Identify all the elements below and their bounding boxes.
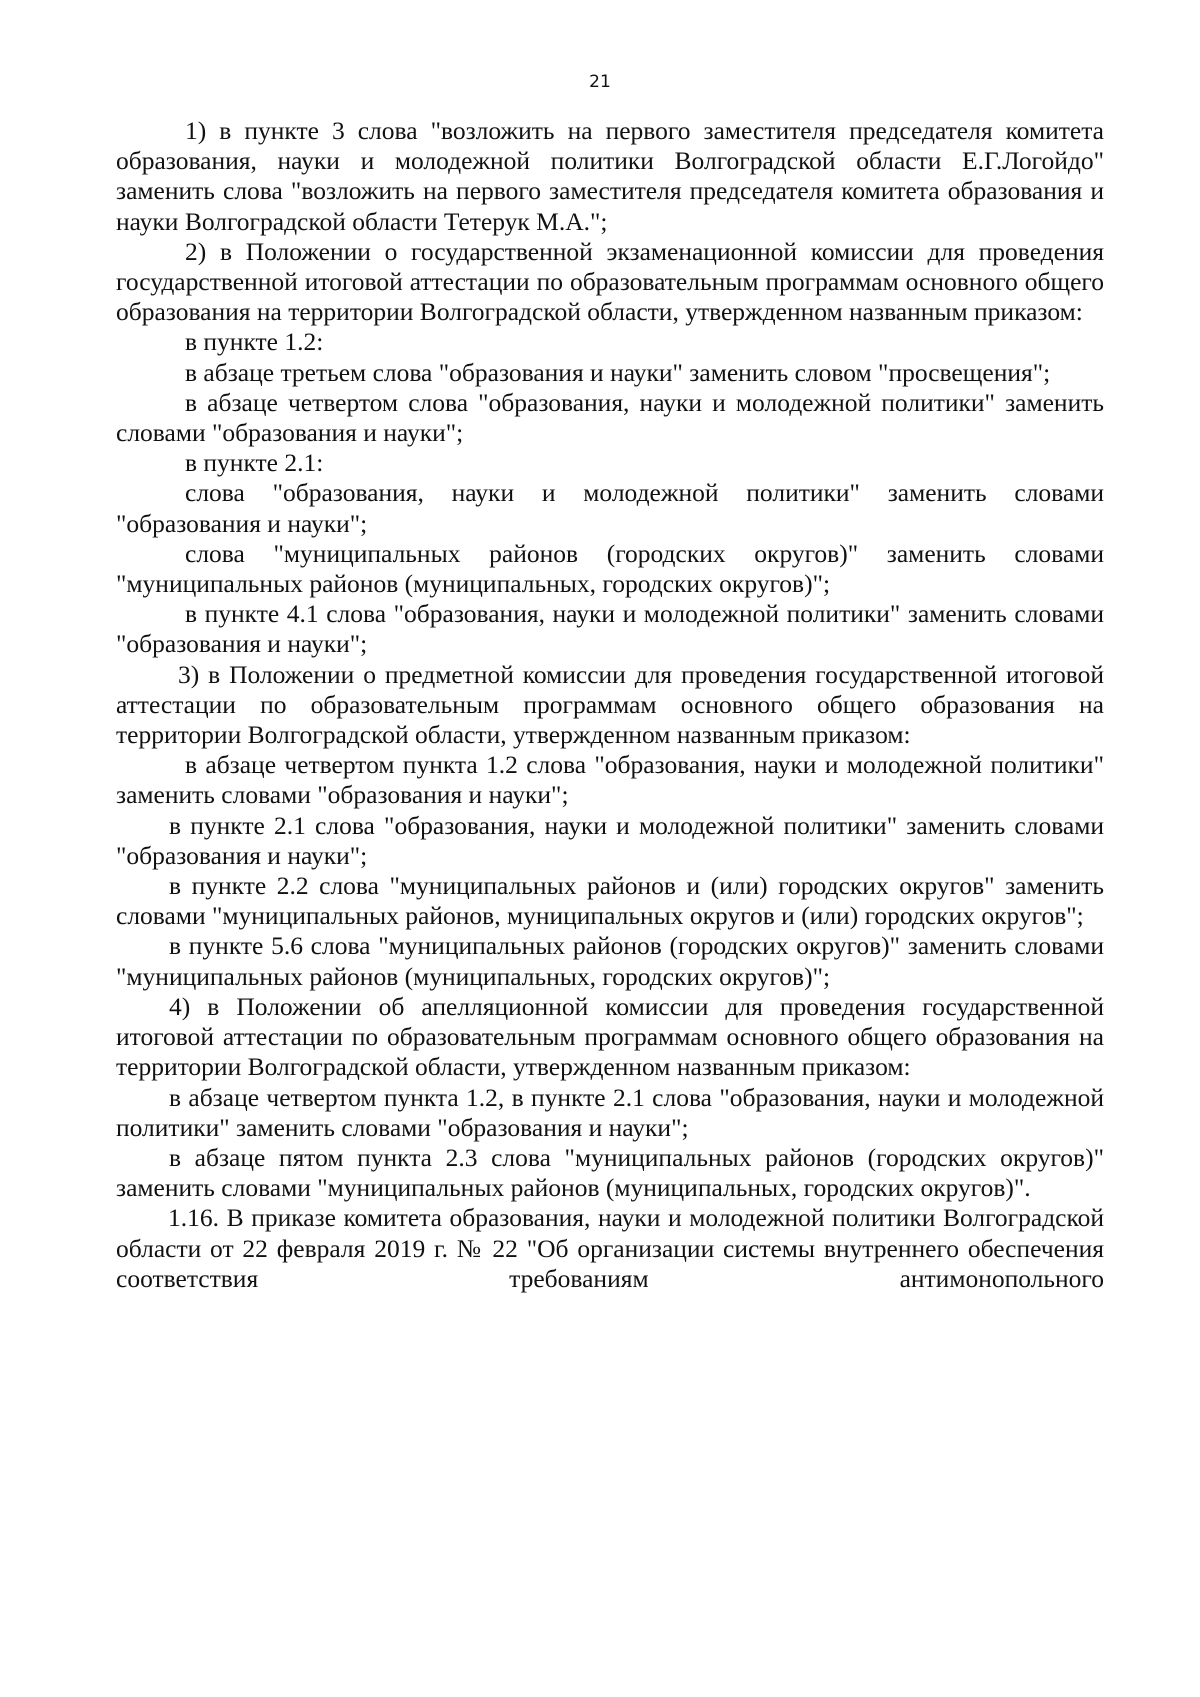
page-number: 21: [589, 72, 611, 92]
paragraph-point-2-1-words-districts: слова "муниципальных районов (городских округов)" заменить словами "муниципальных районов (муниципальных, городских округов)";: [116, 538, 1104, 599]
paragraph-point-1-2-third-abzac: в абзаце третьем слова "образования и науки" заменить словом "просвещения";: [185, 357, 1051, 387]
paragraph-item-1-16: 1.16. В приказе комитета образования, науки и молодежной политики Волгоградской области от 22 февраля 2019 г. № 22 "Об организации системы внутреннего обеспечения соответствия требованиям антимонопольного: [116, 1203, 1104, 1293]
paragraph-item-2-gek-regulation: 2) в Положении о государственной экзаменационной комиссии для проведения государственной итоговой аттестации по образовательным программам основного общего образования на территории Волгоградской области, утвержденном названным приказом:: [116, 236, 1104, 327]
paragraph-appeal-point-2-3: в абзаце пятом пункта 2.3 слова "муниципальных районов (городских округов)" заменить словами "муниципальных районов (муниципальных, городских округов)".: [116, 1142, 1104, 1203]
paragraph-item-4-appeal-commission: 4) в Положении об апелляционной комиссии для проведения государственной итоговой аттестации по образовательным программам основного общего образования на территории Волгоградской области, утвержденном названным приказом:: [116, 991, 1104, 1082]
paragraph-item-1-logoido: 1) в пункте 3 слова "возложить на первого заместителя председателя комитета образования, науки и молодежной политики Волгоградской области Е.Г.Логойдо" заменить слова "возложить на первого заместителя председателя комитета образования и науки Волгоградской области Тетерук М.А.";: [116, 116, 1104, 236]
paragraph-appeal-point-1-2-2-1: в абзаце четвертом пункта 1.2, в пункте 2.1 слова "образования, науки и молодежной политики" заменить словами "образования и науки";: [116, 1082, 1104, 1142]
paragraph-subject-point-1-2: в абзаце четвертом пункта 1.2 слова "образования, науки и молодежной политики" заменить словами "образования и науки";: [116, 750, 1104, 810]
paragraph-subject-point-2-2: в пункте 2.2 слова "муниципальных районов и (или) городских округов" заменить словами "муниципальных районов, муниципальных округов и (или) городских округов";: [116, 871, 1104, 931]
paragraph-item-3-subject-commission: 3) в Положении о предметной комиссии для проведения государственной итоговой аттестации по образовательным программам основного общего образования на территории Волгоградской области, утвержденном названным приказом:: [116, 659, 1104, 750]
paragraph-point-2-1: в пункте 2.1:: [185, 448, 324, 478]
paragraph-point-2-1-words-education: слова "образования, науки и молодежной политики" заменить словами "образования и науки";: [116, 478, 1104, 538]
paragraph-point-1-2: в пункте 1.2:: [185, 327, 324, 357]
paragraph-subject-point-2-1: в пункте 2.1 слова "образования, науки и молодежной политики" заменить словами "образования и науки";: [116, 810, 1104, 870]
paragraph-point-4-1: в пункте 4.1 слова "образования, науки и молодежной политики" заменить словами "образования и науки";: [116, 599, 1104, 659]
paragraph-subject-point-5-6: в пункте 5.6 слова "муниципальных районов (городских округов)" заменить словами "муниципальных районов (муниципальных, городских округов)";: [116, 931, 1104, 991]
paragraph-point-1-2-fourth-abzac: в абзаце четвертом слова "образования, науки и молодежной политики" заменить словами "образования и науки";: [116, 387, 1104, 448]
document-body: [116, 116, 1104, 1294]
